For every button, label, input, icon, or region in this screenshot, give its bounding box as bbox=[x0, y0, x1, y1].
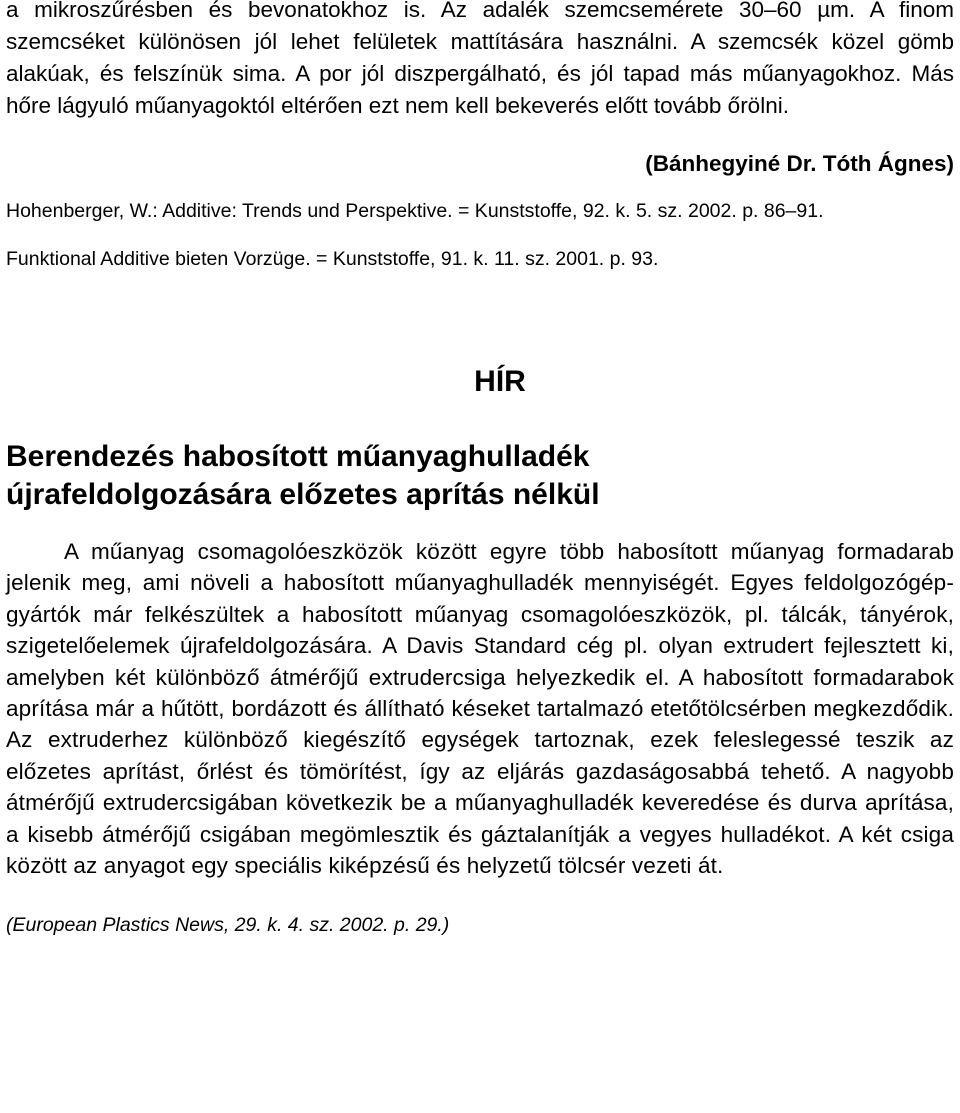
reference-list bbox=[6, 197, 954, 273]
news-headline-line: Berendezés habosított műanyaghulladék bbox=[6, 440, 590, 473]
news-section-label: HÍR bbox=[474, 365, 526, 398]
author-signature: (Bánhegyiné Dr. Tóth Ágnes) bbox=[645, 151, 954, 176]
news-article-text: A műanyag csomagolóeszközök között egyre több habosított műanyag formadarab jelenik meg, ami növeli a habosított műanyaghulladék mennyiségét. Egyes feldolgozógép-gyártók már felkészültek a habosított műanyag csomagolóeszközök, pl. tálcák, tányérok, szigetelőelemek újrafeldolgozására. A Davis Standard cég pl. olyan extrudert fejlesztett ki, amelyben két különböző átmérőjű extrudercsiga helyezkedik el. A habosított formadarabok aprítása már a hűtött, bordázott és állítható késeket tartalmazó etetőtölcsérben megkezdődik. Az extruderhez különböző kiegészítő egységek tartoznak, ezek feleslegessé teszik az előzetes aprítást, őrlést és tömörítést, így az eljárás gazdaságosabbá tehető. A nagyobb átmérőjű extrudercsigában következik be a műanyaghulladék keveredése és durva aprítása, a kisebb átmérőjű csigában megömlesztik és gáztalanítják a vegyes hulladékot. A két csiga között az anyagot egy speciális kiképzésű és helyzetű tölcsér vezeti át. bbox=[6, 539, 954, 879]
news-headline bbox=[6, 438, 954, 514]
news-article-body bbox=[6, 536, 954, 881]
reference-item: Hohenberger, W.: Additive: Trends und Perspektive. = Kunststoffe, 92. k. 5. sz. 2002. p. 86–91. bbox=[6, 200, 824, 222]
news-headline-line: újrafeldolgozására előzetes aprítás nélkül bbox=[6, 478, 600, 511]
intro-paragraph: a mikroszűrésben és bevonatokhoz is. Az adalék szemcsemérete 30–60 µm. A finom szemcséket különösen jól lehet felületek mattítására használni. A szemcsék közel gömb alakúak, és felszínük sima. A por jól diszpergálható, és jól tapad más műanyagokhoz. Más hőre lágyuló műanyagoktól eltérően ezt nem kell bekeverés előtt tovább őrölni. bbox=[6, 0, 954, 118]
document-page bbox=[6, 0, 954, 939]
news-source: (European Plastics News, 29. k. 4. sz. 2002. p. 29.) bbox=[6, 914, 450, 937]
reference-item: Funktional Additive bieten Vorzüge. = Kunststoffe, 91. k. 11. sz. 2001. p. 93. bbox=[6, 248, 659, 270]
